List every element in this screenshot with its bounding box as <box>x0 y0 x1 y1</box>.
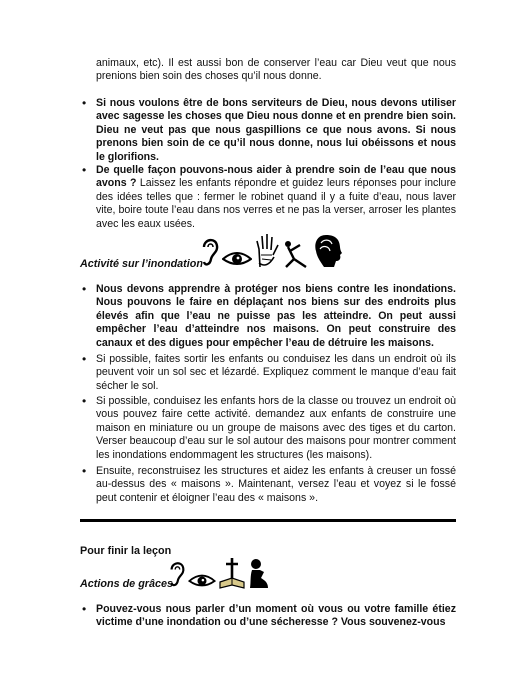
bullet-water-care-question <box>96 164 456 231</box>
bullet-plain-text: Si possible, conduisez les enfants hors de la classe ou trouvez un endroit où vous pouvez faire cette activité. demandez aux enfants de construire une maison en miniature ou un groupe de maisons avec des tiges et du carton. Verser beaucoup d’eau sur le sol autour des maisons pour montrer comment les inondations endommagent les structures (les maisons). <box>96 395 456 461</box>
bullet-marker: • <box>82 464 87 478</box>
activity-heading: Activité sur l’inondation <box>80 258 203 270</box>
ear-icon <box>168 558 186 590</box>
activity-icons <box>200 233 344 269</box>
bullet-plain-text: Ensuite, reconstruisez les structures et aidez les enfants à creuser un fossé au-dessus des « maisons ». Maintenant, versez l’eau et voyez si le fossé peut contenir et éloigner l’eau des « maisons ». <box>96 465 456 504</box>
bullet-marker: • <box>82 352 87 366</box>
eye-icon <box>222 249 252 269</box>
bullet-bold-text: Nous devons apprendre à protéger nos biens contre les inondations. Nous pouvons le faire en déplaçant nos biens sur des endroits plus élevés afin que l’eau ne puisse pas les atteindre. On peut aussi empêcher l’eau d’atteindre nos maisons. On peut construire des canaux et des digues pour empêcher l’eau de détruire les maisons. <box>96 283 456 349</box>
bullet-bold-text: Si nous voulons être de bons serviteurs de Dieu, nous devons utiliser avec sagesse les choses que Dieu nous donne et en prendre bien soin. Dieu ne veut pas que nous gaspillions ce que nous avons. Si nous prenons bien soin de ce qu’il nous donne, nous lui obéissons et nous le glorifions. <box>96 97 456 163</box>
bullet-marker: • <box>82 394 87 408</box>
bullet-flood-memory-question <box>96 603 456 630</box>
bullet-bold-text: Pouvez-vous nous parler d’un moment où vous ou votre famille étiez victime d’une inondation ou d’une sécheresse ? Vous souvenez-vous <box>96 603 456 629</box>
intro-paragraph <box>96 57 456 84</box>
ear-icon <box>200 235 220 269</box>
bullet-marker: • <box>82 163 87 177</box>
bullet-marker: • <box>82 602 87 616</box>
bullet-dry-soil <box>96 353 456 393</box>
stretching-person-icon <box>282 239 310 269</box>
bullet-protect-goods <box>96 283 456 350</box>
cross-and-bible-icon <box>218 556 246 590</box>
bullet-stewardship <box>96 97 456 164</box>
bullet-plain-text: Si possible, faites sortir les enfants ou conduisez les dans un endroit où ils peuvent voir un sol sec et lézardé. Expliquez comment le manque d’eau fait sécher le sol. <box>96 353 456 392</box>
hand-icon <box>254 233 280 269</box>
closing-heading: Pour finir la leçon <box>80 545 172 557</box>
bullet-miniature-houses <box>96 395 456 462</box>
thanks-heading: Actions de grâces <box>80 578 174 590</box>
bullet-ditch <box>96 465 456 505</box>
thanks-icons <box>168 556 270 590</box>
bullet-marker: • <box>82 282 87 296</box>
praying-person-icon <box>248 558 270 590</box>
intro-text: animaux, etc). Il est aussi bon de conserver l’eau car Dieu veut que nous prenions bien soin des choses qu’il nous donne. <box>96 57 456 83</box>
bullet-marker: • <box>82 96 87 110</box>
section-divider <box>80 519 456 522</box>
bullet-plain-text: Laissez les enfants répondre et guidez leurs réponses pour inclure des idées telles que : fermer le robinet quand il y a fuite d’eau, nous laver vite, boire toute l’eau dans nos verres et ne pas la verser, arroser les plantes avec les eaux usées. <box>96 177 456 230</box>
eye-icon <box>188 572 216 590</box>
bullet-bold-text: De quelle façon pouvons-nous aider à prendre soin de l’eau que nous avons ? <box>96 164 456 190</box>
talking-head-icon <box>312 233 344 269</box>
